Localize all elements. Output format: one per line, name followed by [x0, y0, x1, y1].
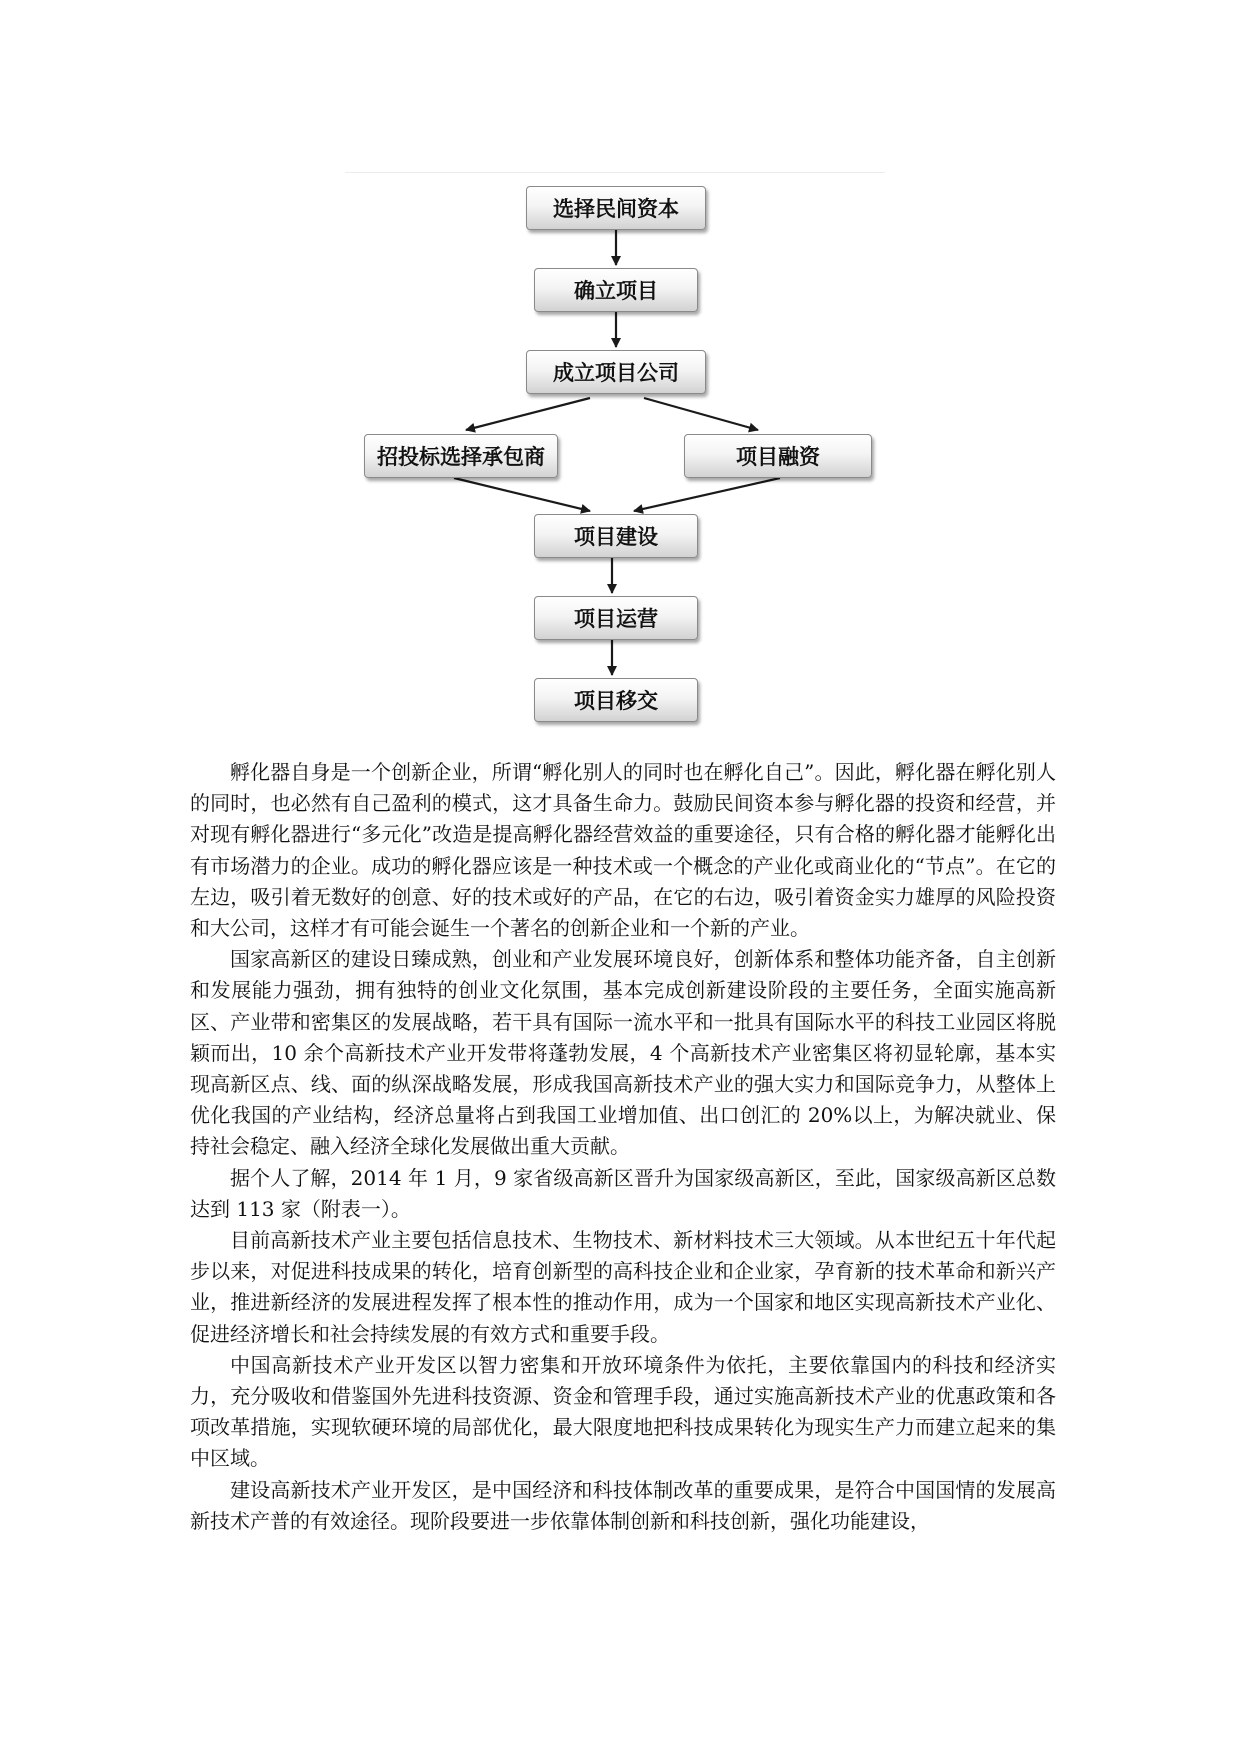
flow-node-select-private-capital: 选择民间资本 — [526, 186, 706, 230]
paragraph-development-zone-definition: 中国高新技术产业开发区以智力密集和开放环境条件为依托，主要依靠国内的科技和经济实力，充分吸收和借鉴国外先进科技资源、资金和管理手段，通过实施高新技术产业的优惠政策和各项改革措施，实现软硬环境的局部优化，最大限度地把科技成果转化为现实生产力而建立起来的集中区域。 — [190, 1352, 1056, 1471]
body-text — [190, 757, 1056, 1537]
flow-node-found-project-company: 成立项目公司 — [526, 350, 706, 394]
paragraph-incubator: 孵化器自身是一个创新企业，所谓“孵化别人的同时也在孵化自己”。因此，孵化器在孵化别人的同时，也必然有自己盈利的模式，这才具备生命力。鼓励民间资本参与孵化器的投资和经营，并对现有孵化器进行“多元化”改造是提高孵化器经营效益的重要途径，只有合格的孵化器才能孵化出有市场潜力的企业。成功的孵化器应该是一种技术或一个概念的产业化或商业化的“节点”。在它的左边，吸引着无数好的创意、好的技术或好的产品，在它的右边，吸引着资金实力雄厚的风险投资和大公司，这样才有可能会诞生一个著名的创新企业和一个新的产业。 — [190, 760, 1056, 941]
paragraph-hitech-fields: 目前高新技术产业主要包括信息技术、生物技术、新材料技术三大领域。从本世纪五十年代起步以来，对促进科技成果的转化，培育创新型的高科技企业和企业家，孕育新的技术革命和新兴产业，推进新经济的发展进程发挥了根本性的推动作用，成为一个国家和地区实现高新技术产业化、促进经济增长和社会持续发展的有效方式和重要手段。 — [190, 1228, 1056, 1346]
flow-node-project-operation: 项目运营 — [534, 596, 698, 640]
paragraph-zone-construction: 建设高新技术产业开发区，是中国经济和科技体制改革的重要成果，是符合中国国情的发展高新技术产普的有效途径。现阶段要进一步依靠体制创新和科技创新，强化功能建设， — [190, 1477, 1056, 1533]
flow-node-project-construction: 项目建设 — [534, 514, 698, 558]
flow-node-tender-contractor: 招投标选择承包商 — [364, 434, 558, 478]
flow-node-project-financing: 项目融资 — [684, 434, 872, 478]
arrow-tender-to-construction — [454, 478, 590, 511]
paragraph-zone-count: 据个人了解，2014 年 1 月，9 家省级高新区晋升为国家级高新区，至此，国家级高新区总数达到 113 家（附表一）。 — [190, 1165, 1056, 1221]
arrow-financing-to-construction — [634, 478, 780, 511]
arrow-company-to-tender — [466, 398, 590, 430]
project-flowchart — [0, 0, 1241, 740]
flow-node-establish-project: 确立项目 — [534, 268, 698, 312]
paragraph-national-hitech-zones: 国家高新区的建设日臻成熟，创业和产业发展环境良好，创新体系和整体功能齐备，自主创新和发展能力强劲，拥有独特的创业文化氛围，基本完成创新建设阶段的主要任务，全面实施高新区、产业带和密集区的发展战略，若干具有国际一流水平和一批具有国际水平的科技工业园区将脱颖而出，10 余个高新技术产业开发带将蓬勃发展，4 个高新技术产业密集区将初显轮廓，基本实现高新区点、线、面的纵深战略发展，形成我国高新技术产业的强大实力和国际竞争力，从整体上优化我国的产业结构，经济总量将占到我国工业增加值、出口创汇的 20%以上，为解决就业、保持社会稳定、融入经济全球化发展做出重大贡献。 — [190, 947, 1056, 1159]
arrow-company-to-financing — [644, 398, 758, 430]
flow-node-project-transfer: 项目移交 — [534, 678, 698, 722]
